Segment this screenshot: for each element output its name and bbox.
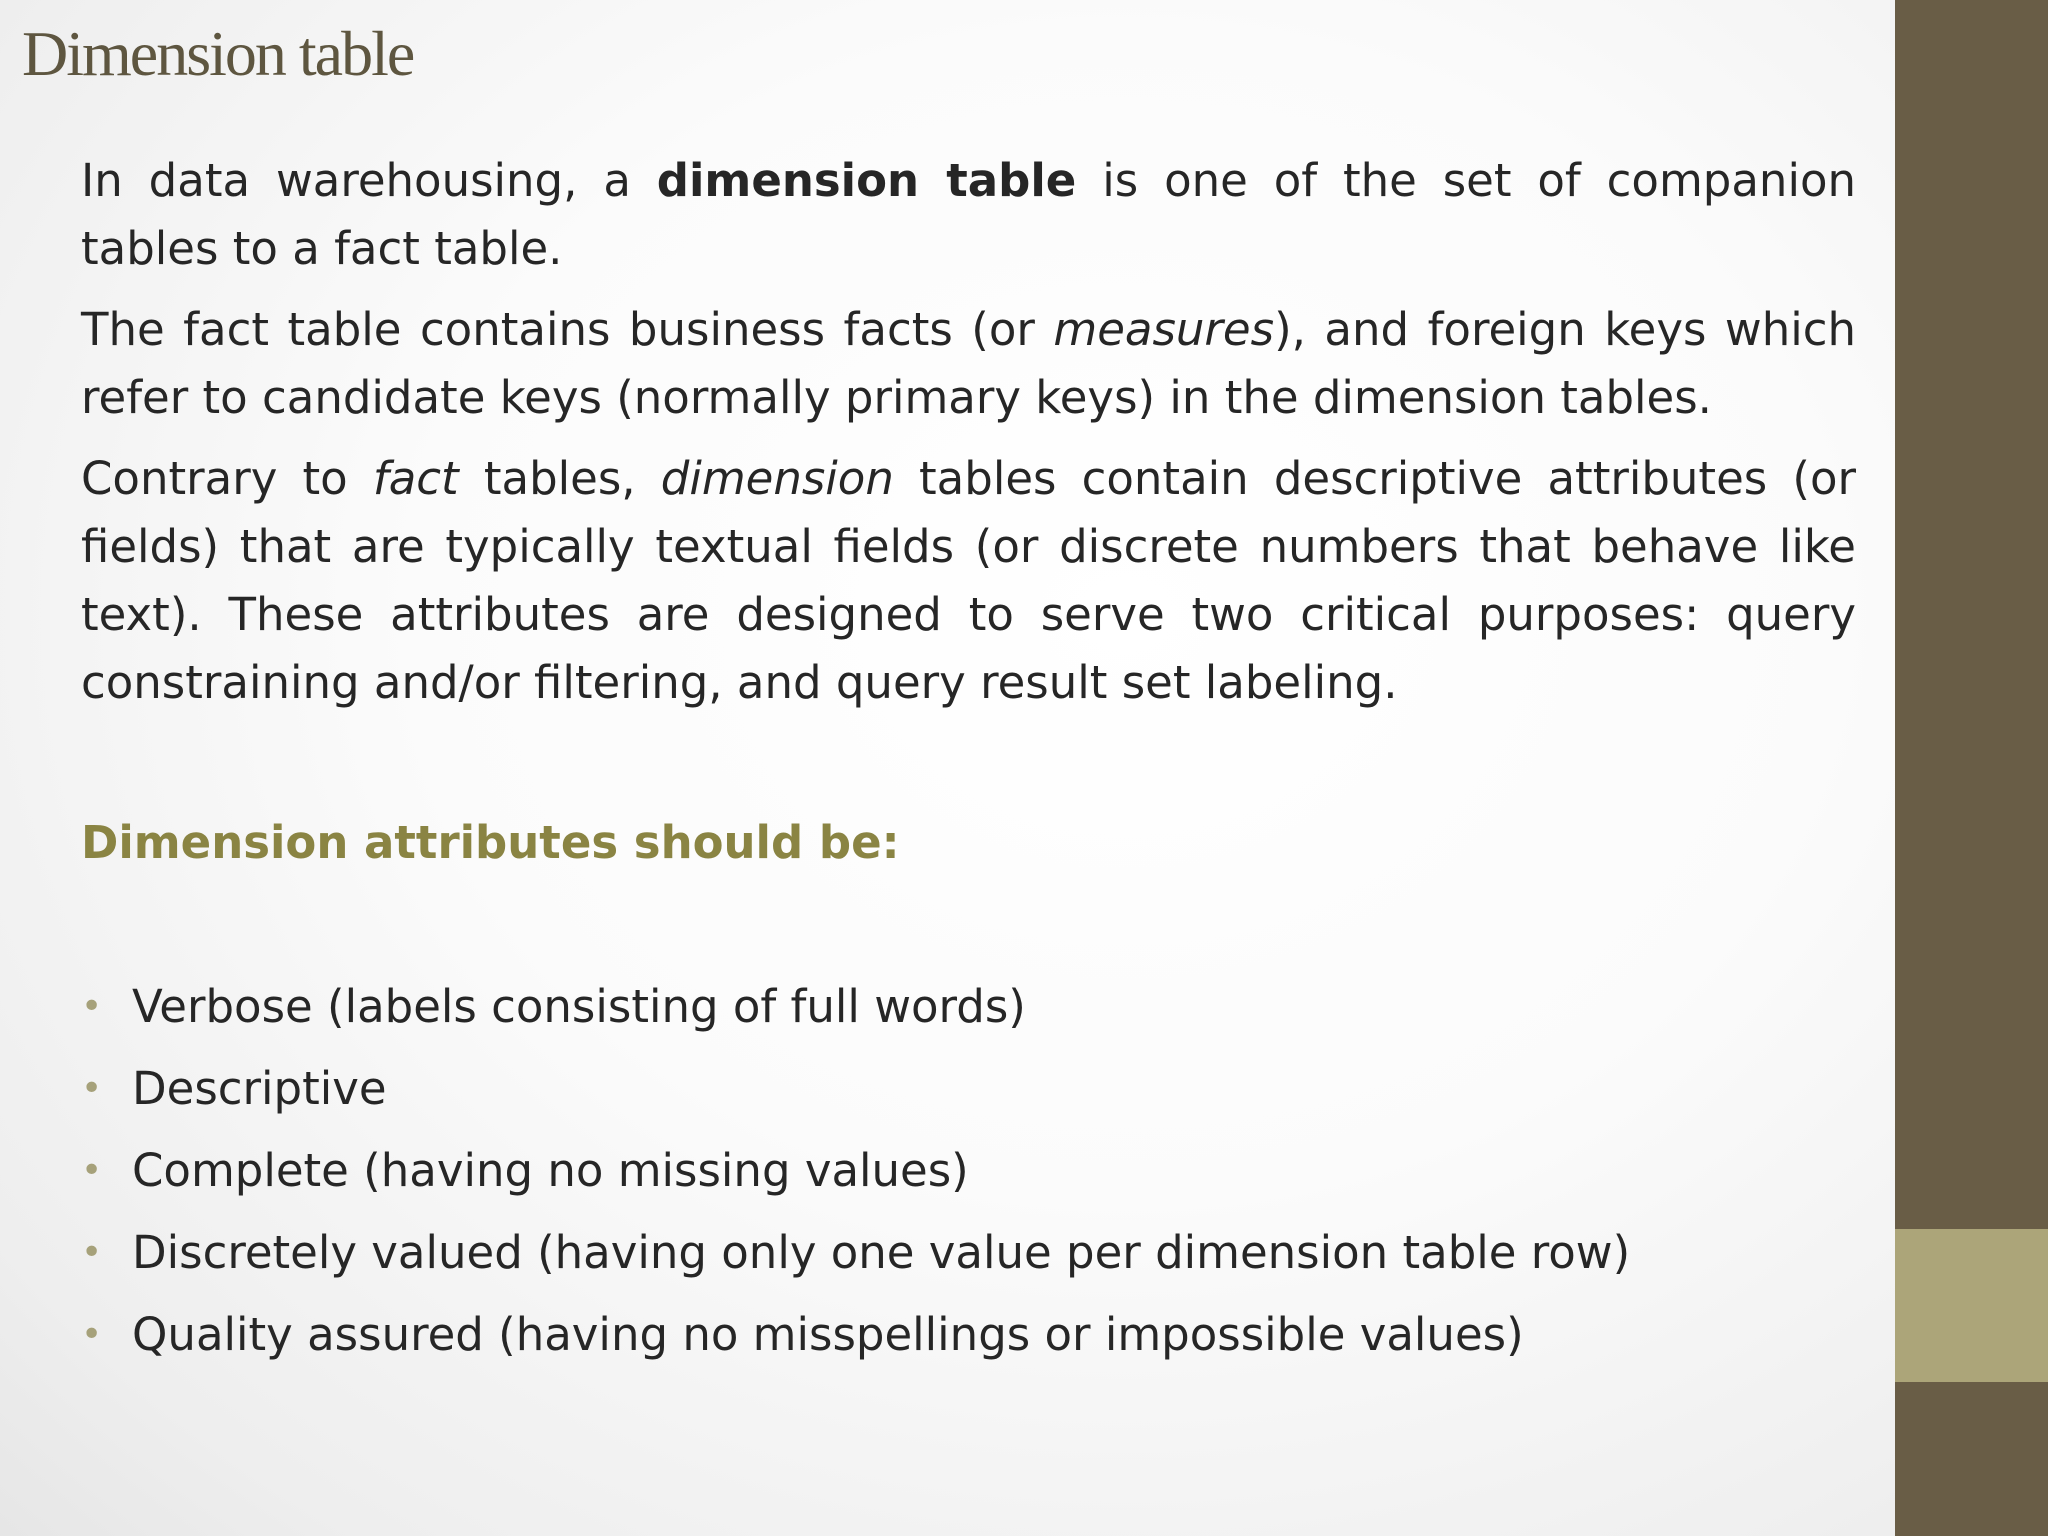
text-run: The fact table contains business facts (or (81, 303, 1054, 356)
bullet-list (81, 973, 1856, 1369)
list-item (81, 1301, 1856, 1369)
text-run-bold: dimension table (656, 154, 1077, 207)
list-item (81, 973, 1856, 1041)
bullet-icon: • (81, 1150, 103, 1191)
slide-title: Dimension table (22, 18, 414, 89)
bullet-text: Discretely valued (having only one value per dimension table row) (132, 1226, 1631, 1279)
bullet-icon: • (81, 1314, 103, 1355)
bullet-icon: • (81, 1232, 103, 1273)
paragraph-dimension-attributes (81, 445, 1856, 717)
paragraph-fact-table (81, 296, 1856, 432)
text-run: tables contain descriptive attributes (or fields) that are typically textual fields (or discrete numbers that behave like text). These attributes are designed to serve two critical purposes: query constraining and/or filtering, and query result set labeling. (81, 452, 1856, 709)
bullet-icon: • (81, 1068, 103, 1109)
bullet-text: Complete (having no missing values) (132, 1144, 969, 1197)
text-run-italic: measures (1053, 303, 1275, 356)
subheading: Dimension attributes should be: (81, 816, 900, 869)
paragraph-intro (81, 147, 1856, 283)
bullet-icon: • (81, 986, 103, 1027)
list-item (81, 1055, 1856, 1123)
text-run: In data warehousing, a (81, 154, 657, 207)
text-run: Contrary to (81, 452, 373, 505)
bullet-text: Descriptive (132, 1062, 387, 1115)
bullet-text: Verbose (labels consisting of full words) (132, 980, 1026, 1033)
text-run-italic: dimension (660, 452, 894, 505)
slide-content (81, 147, 1856, 1383)
text-run: tables, (458, 452, 661, 505)
text-run-italic: fact (372, 452, 459, 505)
list-item (81, 1219, 1856, 1287)
bullet-text: Quality assured (having no misspellings or impossible values) (132, 1308, 1524, 1361)
text-run: ), and foreign keys which refer to candidate keys (normally primary keys) in the dimension tables. (81, 303, 1857, 424)
side-accent-decoration (1895, 1229, 2048, 1382)
list-item (81, 1137, 1856, 1205)
text-run: is one of the set of companion tables to a fact table. (81, 154, 1856, 275)
